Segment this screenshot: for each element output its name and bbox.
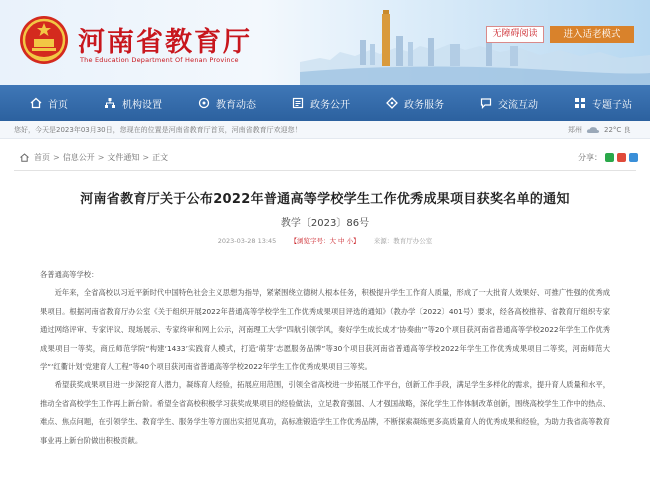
- org-icon: [104, 97, 116, 109]
- breadcrumb-item[interactable]: 信息公开: [62, 153, 95, 162]
- elderly-mode-button[interactable]: 进入适老模式: [550, 26, 634, 43]
- share-bar: [578, 152, 638, 163]
- nav-item-label: 教育动态: [216, 99, 256, 111]
- breadcrumb-item[interactable]: 首页: [34, 153, 50, 162]
- nav-item-interact[interactable]: [480, 96, 538, 111]
- breadcrumb-item[interactable]: 文件通知: [107, 153, 140, 162]
- national-emblem-icon: [18, 14, 70, 66]
- news-icon: [198, 97, 210, 109]
- nav-item-label: 专题子站: [592, 99, 632, 111]
- font-size-switcher[interactable]: 【浏览字号：大 中 小】: [290, 237, 360, 245]
- article-body: [40, 266, 610, 450]
- nav-item-org[interactable]: [104, 96, 162, 111]
- topic-icon: [574, 97, 586, 109]
- breadcrumb-separator: >: [97, 153, 105, 162]
- service-icon: [386, 97, 398, 109]
- breadcrumb-separator: >: [142, 153, 150, 162]
- breadcrumb-item: 正文: [152, 153, 169, 162]
- home-icon: [30, 97, 42, 109]
- nav-item-home[interactable]: [30, 96, 68, 111]
- nav-item-public[interactable]: [292, 96, 350, 111]
- article-paragraph: 近年来，全省高校以习近平新时代中国特色社会主义思想为指导，紧紧围绕立德树人根本任务，积极提升学生工作育人质量，形成了一大批育人效果好、可推广性强的优秀成果项目。根据河南省教育厅办公室《关于组织开展2022年普通高等学校学生工作优秀成果项目评选的通知》（教办学〔2022〕401号）要求，经各高校推荐、省教育厅组织专家通过网络评审、专家评议、现场展示、专家终审和网上公示，河南理工大学“四航引领学风，奏好学生成长成才‘协奏曲’”等20个项目获河南省普通高等学校2022年学生工作优秀成果项目一等奖，商丘师范学院“构建‘1433’实践育人模式，打造‘萌芽’志愿服务品牌”等30个项目获河南省普通高等学校2022年学生工作优秀成果项目二等奖，河南师范大学“‘红衢计划’党建育人工程”等40个项目获河南省普通高等学校2022年学生工作优秀成果项目三等奖。: [40, 288, 610, 372]
- article-source: 来源：教育厅办公室: [373, 237, 433, 245]
- weather-city: 郑州: [568, 126, 582, 134]
- breadcrumb: [34, 152, 168, 163]
- site-header: [0, 0, 650, 85]
- cloud-icon: [586, 126, 600, 134]
- nav-item-news[interactable]: [198, 96, 256, 111]
- nav-item-label: 首页: [48, 99, 68, 111]
- article-title: 河南省教育厅关于公布2022年普通高等学校学生工作优秀成果项目获奖名单的通知: [80, 192, 570, 207]
- article-meta: [0, 236, 650, 245]
- nav-item-topic[interactable]: [574, 96, 632, 111]
- share-label: 分享：: [578, 153, 602, 162]
- nav-item-label: 交流互动: [498, 99, 538, 111]
- breadcrumb-bar: [8, 150, 642, 166]
- nav-item-label: 政务公开: [310, 99, 350, 111]
- weibo-share-icon[interactable]: [617, 153, 626, 162]
- site-title[interactable]: 河南省教育厅: [78, 27, 252, 58]
- article-date: 2023-03-28 13:45: [217, 237, 277, 245]
- weather-widget: [568, 125, 631, 135]
- public-icon: [292, 97, 304, 109]
- breadcrumb-separator: >: [53, 153, 60, 162]
- wechat-share-icon[interactable]: [605, 153, 614, 162]
- interact-icon: [480, 97, 492, 109]
- breadcrumb-home-icon: [20, 153, 29, 162]
- greeting-text: 您好，今天是2023年03月30日，您现在的位置是河南省教育厅首页，河南省教育厅欢迎您！: [14, 126, 302, 134]
- nav-item-label: 政务服务: [404, 99, 444, 111]
- article-paragraph: 希望获奖成果项目进一步深挖育人潜力，凝练育人经验，拓展应用范围，引领全省高校进一步拓展工作平台，创新工作手段，满足学生多样化的需求，提升育人质量和水平，推动全省高校学生工作再上新台阶。希望全省高校积极学习获奖成果项目的经验做法，立足教育强国、人才强国战略，深化学生工作体制改革创新，围绕高校学生工作中的热点、难点、焦点问题，在引领学生、教育学生、服务学生等方面出实招见真功，高标准锻造学生工作优秀品牌，不断探索凝练更多高质量育人的优秀成果和经验，为助力我省高等教育事业再上新台阶做出积极贡献。: [40, 380, 610, 445]
- accessible-reading-button[interactable]: 无障碍阅读: [486, 26, 544, 43]
- site-subtitle: The Education Department Of Henan Province: [80, 56, 239, 64]
- divider: [14, 170, 636, 171]
- salutation: 各普通高等学校：: [40, 270, 99, 279]
- nav-item-label: 机构设置: [122, 99, 162, 111]
- info-bar: [0, 121, 650, 139]
- qq-share-icon[interactable]: [629, 153, 638, 162]
- main-nav: [0, 85, 650, 121]
- document-number: 教学〔2023〕86号: [280, 218, 370, 229]
- nav-item-service[interactable]: [386, 96, 444, 111]
- weather-temperature: 22°C 良: [604, 126, 631, 134]
